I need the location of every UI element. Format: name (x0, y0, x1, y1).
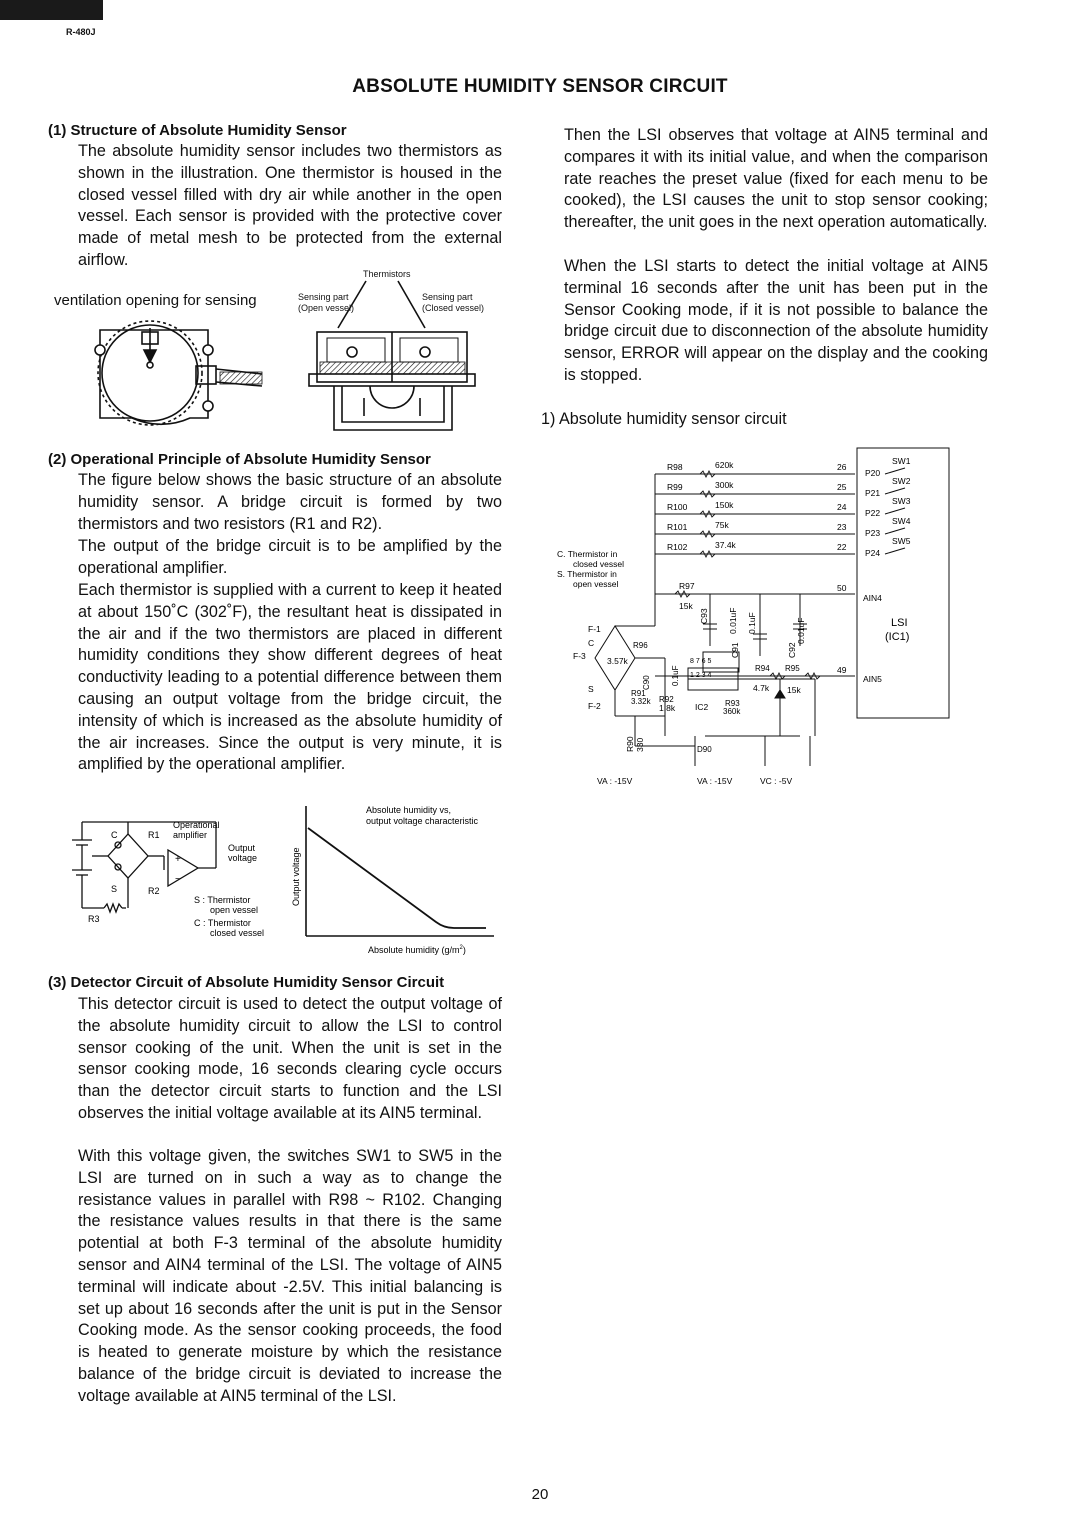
characteristic-curve (308, 828, 486, 928)
sch-va1: VA : -15V (597, 776, 633, 786)
sensing-closed-label-1: Sensing part (422, 292, 473, 302)
sch-r95-value: 15k (787, 685, 801, 695)
detector-schematic (555, 446, 955, 796)
sch-f1: F-1 (588, 624, 601, 634)
section1-heading: (1) Structure of Absolute Humidity Sensor (48, 122, 347, 139)
section2-p2: The output of the bridge circuit is to be amplified by the operational amplifier. (78, 537, 502, 577)
section3-p2: With this voltage given, the switches SW1 to SW5 in the LSI are turned on in such a way as to change the resistance values in parallel with R98 ~ R102. Changing the resistance values results in that there is the same potential at both F-3 terminal of the absolute humidity sensor and AIN4 terminal of the LSI. The voltage of AIN5 terminal will indicate about -2.5V. This initial balancing is set up about 16 seconds after the unit is put in the Sensor Cooking mode. As the sensor cooking proceeds, the food is heated to generate moisture by which the resistance balance of the bridge circuit is deviated to increase the voltage available at AIN5 terminal of the LSI. (78, 1147, 502, 1405)
sch-r92: R92 (659, 695, 674, 704)
sch-res-port: P23 (865, 528, 881, 538)
section1-text: The absolute humidity sensor includes two thermistors as shown in the illustration. One thermistor is housed in the closed vessel filled with dry air while another in the open vessel. Each sensor is provided with the protective cover made of metal mesh to be protected from the external airflow. (78, 142, 502, 269)
sch-r96-value: 3.57k (607, 656, 628, 666)
sch-s-therm-2: open vessel (573, 579, 619, 589)
sch-res-pin: 26 (837, 462, 847, 472)
sch-c91: C91 (730, 642, 740, 658)
sch-r96: R96 (633, 641, 648, 650)
sch-c90: C90 (642, 675, 651, 690)
sch-r91-value: 3.32k (631, 697, 651, 706)
sch-r94-value: 4.7k (753, 683, 770, 693)
sch-f2: F-2 (588, 701, 601, 711)
opamp-label-1: Operational (173, 820, 220, 830)
sch-res-switch: SW3 (892, 496, 911, 506)
bridge-s-label: S (111, 884, 118, 894)
opamp-label-2: amplifier (173, 830, 208, 840)
sch-r94: R94 (755, 664, 770, 673)
sch-c92-value: 0.01uF (796, 617, 806, 644)
sch-r91: R91 (631, 689, 646, 698)
sch-res-port: P24 (865, 548, 881, 558)
sch-res-value: 150k (715, 500, 734, 510)
sch-f3: F-3 (573, 651, 586, 661)
sch-r97: R97 (679, 581, 695, 591)
bridge-r1-label: R1 (148, 830, 160, 840)
sch-ain5: AIN5 (863, 674, 882, 684)
bridge-circuit-diagram (66, 812, 281, 942)
sch-res-value: 37.4k (715, 540, 736, 550)
sch-res-pin: 22 (837, 542, 847, 552)
sch-ain4: AIN4 (863, 593, 882, 603)
humidity-voltage-graph (286, 802, 506, 958)
sch-res-port: P20 (865, 468, 881, 478)
sch-c-therm-1: C. Thermistor in (557, 549, 618, 559)
sch-vc: VC : -5V (760, 776, 793, 786)
sch-pin50: 50 (837, 583, 847, 593)
graph-x-label: Absolute humidity $(g/m^2)$ (368, 945, 466, 955)
sch-ic-pins-bot: 1 2 3 4 (690, 672, 712, 679)
sch-lsi: LSI (891, 617, 908, 629)
right-p2: When the LSI starts to detect the initial voltage at AIN5 terminal 16 seconds after the unit has been put in the Sensor Cooking mode, if it is not possible to balance the bridge circuit due to disconnection of the absolute humidity sensor, ERROR will appear on the display and the cooking is stopped. (564, 257, 988, 384)
sch-r90: R90 (625, 736, 635, 752)
sch-res-switch: SW2 (892, 476, 911, 486)
sch-s: S (588, 684, 594, 694)
sch-res-switch: SW1 (892, 456, 911, 466)
sch-res-name: R101 (667, 522, 688, 532)
bridge-r2-label: R2 (148, 886, 160, 896)
schematic-subtitle: 1) Absolute humidity sensor circuit (541, 410, 787, 428)
model-number: R-480J (66, 27, 96, 37)
sch-res-switch: SW5 (892, 536, 911, 546)
graph-title-1: Absolute humidity vs, (366, 805, 452, 815)
sch-c92: C92 (787, 642, 797, 658)
sch-c-therm-2: closed vessel (573, 559, 625, 569)
section3-p1: This detector circuit is used to detect the output voltage of the absolute humidity circuit to allow the LSI to control sensor cooking of the unit. When the unit is set in the sensor cooking mode, 16 seconds clearing cycle occurs than the detector circuit starts to function and the LSI observes the initial voltage available at its AIN5 terminal. (78, 995, 502, 1122)
sch-r95: R95 (785, 664, 800, 673)
sch-c93-value: 0.01uF (728, 607, 738, 634)
output-label-2: voltage (228, 853, 258, 863)
sch-c90-value: 0.1uF (671, 665, 680, 686)
sensor-structure-figure (80, 278, 510, 440)
section3-heading: (3) Detector Circuit of Absolute Humidity Sensor Circuit (48, 974, 445, 991)
section2-heading: (2) Operational Principle of Absolute Humidity Sensor (48, 451, 431, 468)
sch-res-value: 300k (715, 480, 734, 490)
sensing-open-label-2: (Open vessel) (298, 303, 355, 313)
sch-ic2: IC2 (695, 702, 709, 712)
section2-p1: The figure below shows the basic structure of an absolute humidity sensor. A bridge circuit is formed by two thermistors and two resistors (R1 and R2). (78, 471, 502, 533)
sch-r97-value: 15k (679, 601, 693, 611)
sch-c: C (588, 638, 595, 648)
vent-label: ventilation opening for sensing (54, 292, 257, 309)
page-title: ABSOLUTE HUMIDITY SENSOR CIRCUIT (352, 76, 728, 97)
sch-res-name: R100 (667, 502, 688, 512)
sch-d90: D90 (697, 745, 712, 754)
output-label-1: Output (228, 843, 256, 853)
sch-c91-value: 0.1uF (747, 612, 757, 634)
sch-r92-value: 1.8k (659, 703, 676, 713)
sensing-closed-label-2: (Closed vessel) (422, 303, 485, 313)
sch-c93: C93 (699, 608, 709, 624)
sch-res-name: R102 (667, 542, 688, 552)
sch-res-port: P21 (865, 488, 881, 498)
sch-res-pin: 25 (837, 482, 847, 492)
sch-s-therm-1: S. Thermistor in (557, 569, 617, 579)
sch-res-value: 75k (715, 520, 729, 530)
c-thermistor-label-1: C : Thermistor (194, 918, 251, 928)
sch-ic1: (IC1) (885, 631, 910, 643)
graph-title-2: output voltage characteristic (366, 816, 479, 826)
section2-p3: Each thermistor is supplied with a current to keep it heated at about 150˚C (302˚F), the resultant heat is dissipated in the air and if the two thermistors are placed in different humidity conditions they show different degrees of heat conductivity leading to a potential difference between them causing an output voltage from the bridge circuit, the intensity of which is increased as the absolute humidity of the air increases. Since the output is very minute, it is amplified by the operational amplifier. (78, 581, 502, 774)
sensing-open-label-1: Sensing part (298, 292, 349, 302)
sch-res-name: R98 (667, 462, 683, 472)
thermistors-label: Thermistors (363, 269, 411, 279)
opamp-minus: − (175, 874, 181, 885)
s-thermistor-label-2: open vessel (210, 905, 259, 915)
sch-res-switch: SW4 (892, 516, 911, 526)
sch-res-value: 620k (715, 460, 734, 470)
sch-ic-pins-top: 8 7 6 5 (690, 658, 712, 665)
graph-y-label: Output voltage (291, 847, 301, 906)
bridge-r3-label: R3 (88, 914, 100, 924)
c-thermistor-label-2: closed vessel (210, 928, 265, 938)
page-number: 20 (531, 1486, 549, 1503)
sch-r93: R93 (725, 699, 740, 708)
sch-res-port: P22 (865, 508, 881, 518)
sch-res-pin: 23 (837, 522, 847, 532)
sch-res-name: R99 (667, 482, 683, 492)
sch-pin49: 49 (837, 665, 847, 675)
s-thermistor-label-1: S : Thermistor (194, 895, 251, 905)
sch-res-pin: 24 (837, 502, 847, 512)
bridge-c-label: C (111, 830, 118, 840)
sch-va2: VA : -15V (697, 776, 733, 786)
sch-r90-value: 330 (635, 737, 645, 752)
sch-r93-value: 360k (723, 707, 741, 716)
header-tag-bar (0, 0, 103, 20)
right-p1: Then the LSI observes that voltage at AIN5 terminal and compares it with its initial value, and when the comparison rate reaches the preset value (fixed for each menu to be cooked), the LSI causes the unit to stop sensor cooking; thereafter, the unit goes in the next operation automatically. (564, 126, 988, 232)
opamp-plus: + (175, 854, 181, 865)
